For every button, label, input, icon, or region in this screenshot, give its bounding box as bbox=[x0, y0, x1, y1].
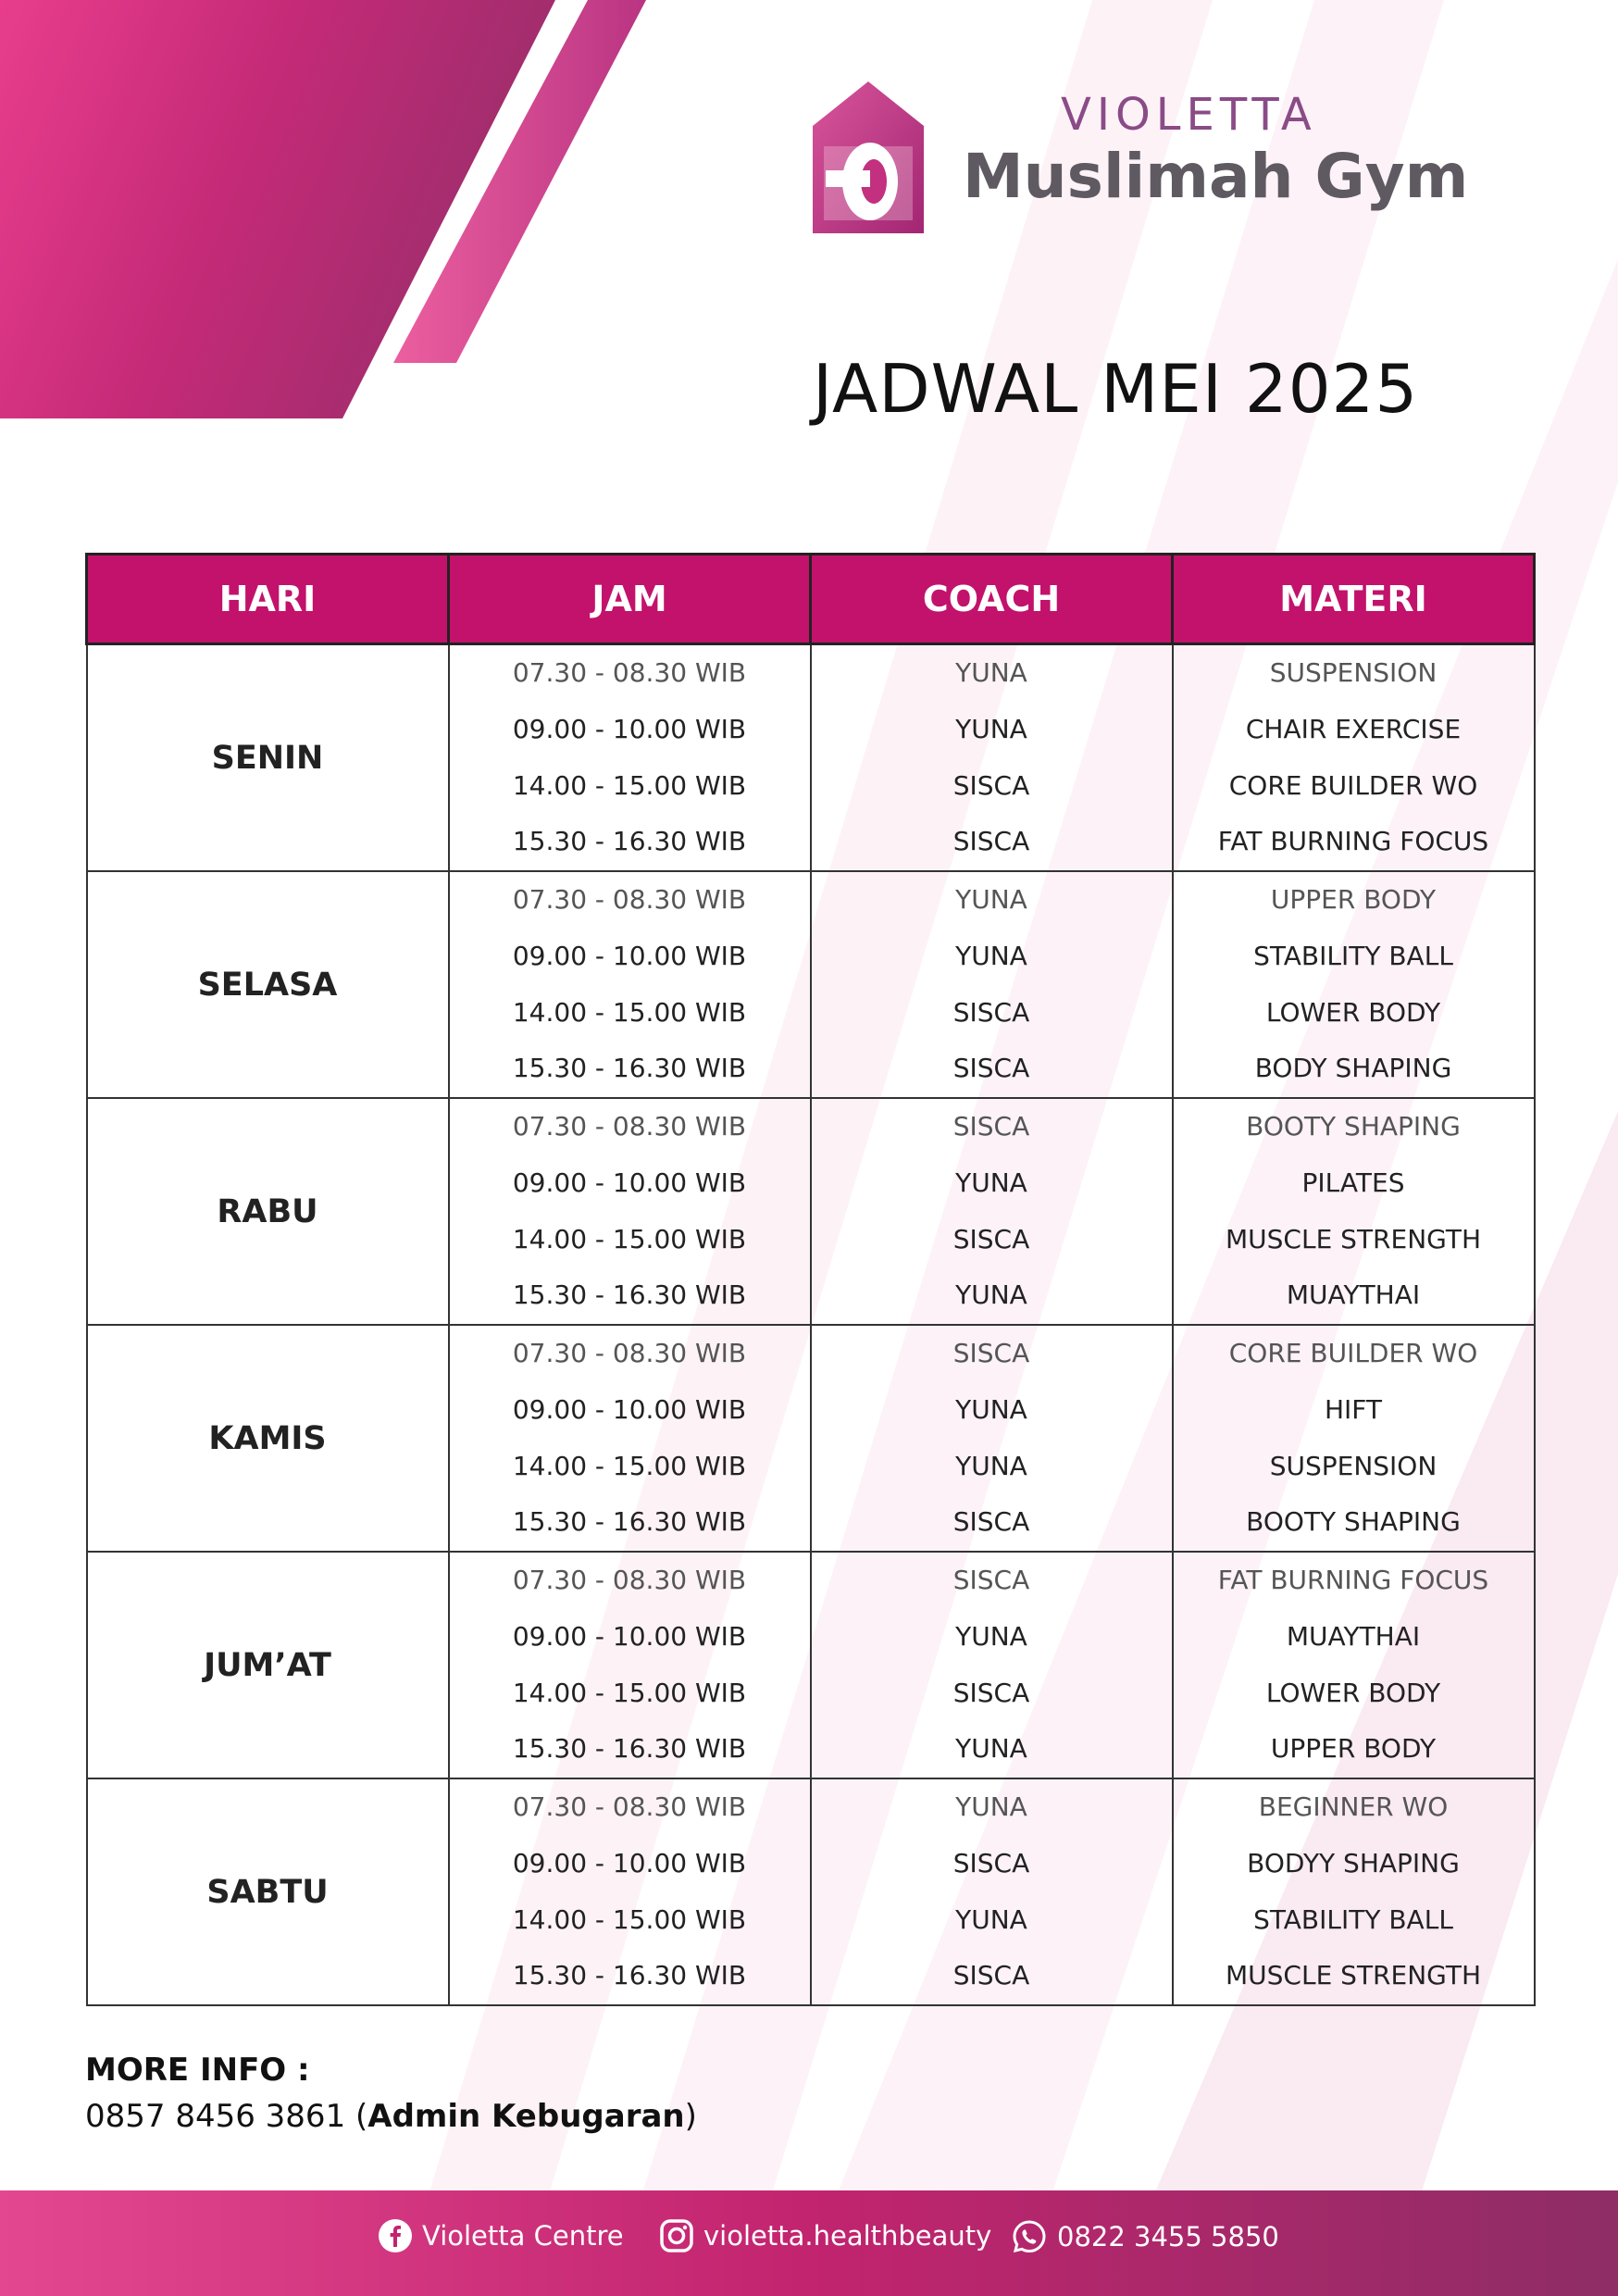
schedule-table bbox=[85, 553, 1536, 2006]
class-cell bbox=[1173, 1098, 1535, 1325]
coach-name: YUNA bbox=[955, 1903, 1027, 1935]
coach-name: SISCA bbox=[952, 1053, 1030, 1084]
day-cell: SENIN bbox=[87, 644, 449, 872]
table-header-row bbox=[87, 555, 1535, 644]
brand-name-top: VIOLETTA bbox=[1061, 89, 1317, 141]
instagram-icon bbox=[659, 2218, 694, 2253]
time-slot: 14.00 - 15.00 WIB bbox=[512, 1450, 747, 1481]
time-slot: 15.30 - 16.30 WIB bbox=[512, 1279, 747, 1311]
table-row bbox=[87, 1552, 1535, 1778]
time-slot: 15.30 - 16.30 WIB bbox=[512, 1506, 747, 1538]
class-name: FAT BURNING FOCUS bbox=[1217, 826, 1489, 857]
class-name: STABILITY BALL bbox=[1253, 940, 1453, 971]
class-name: MUSCLE STRENGTH bbox=[1226, 1960, 1481, 1991]
more-info-contact-name: Admin Kebugaran bbox=[367, 2098, 685, 2135]
coach-name: SISCA bbox=[952, 1565, 1030, 1595]
coach-name: SISCA bbox=[952, 769, 1030, 801]
coach-cell bbox=[811, 1778, 1173, 2005]
time-slot: 07.30 - 08.30 WIB bbox=[512, 657, 747, 688]
class-name: HIFT bbox=[1324, 1393, 1383, 1425]
time-cell bbox=[449, 1098, 811, 1325]
class-name: MUAYTHAI bbox=[1286, 1620, 1421, 1652]
logo-mark-icon bbox=[803, 81, 933, 233]
class-name: UPPER BODY bbox=[1270, 884, 1437, 915]
day-cell: SABTU bbox=[87, 1778, 449, 2005]
coach-name: YUNA bbox=[955, 940, 1027, 971]
class-name: STABILITY BALL bbox=[1253, 1903, 1453, 1935]
header-jam: JAM bbox=[449, 555, 811, 644]
more-info-label: MORE INFO : bbox=[85, 2052, 310, 2089]
time-slot: 15.30 - 16.30 WIB bbox=[512, 1733, 747, 1765]
more-info-phone-line: 0857 8456 3861 (Admin Kebugaran) bbox=[85, 2098, 697, 2135]
coach-name: SISCA bbox=[952, 1847, 1030, 1878]
coach-cell bbox=[811, 1552, 1173, 1778]
coach-name: SISCA bbox=[952, 1111, 1030, 1142]
footer-facebook[interactable] bbox=[378, 2218, 624, 2253]
class-name: BEGINNER WO bbox=[1258, 1791, 1449, 1822]
time-slot: 15.30 - 16.30 WIB bbox=[512, 826, 747, 857]
time-slot: 09.00 - 10.00 WIB bbox=[512, 1620, 747, 1652]
coach-cell bbox=[811, 644, 1173, 872]
coach-name: YUNA bbox=[955, 1450, 1027, 1481]
class-name: BODYY SHAPING bbox=[1247, 1847, 1460, 1878]
time-cell bbox=[449, 1778, 811, 2005]
class-name: FAT BURNING FOCUS bbox=[1217, 1565, 1489, 1595]
brand-name-main: Muslimah Gym bbox=[963, 141, 1469, 212]
footer-instagram[interactable] bbox=[659, 2218, 991, 2253]
coach-cell bbox=[811, 1098, 1173, 1325]
coach-name: YUNA bbox=[955, 1393, 1027, 1425]
footer-whatsapp[interactable] bbox=[1011, 2218, 1279, 2255]
class-name: BOOTY SHAPING bbox=[1246, 1111, 1461, 1142]
coach-name: SISCA bbox=[952, 1223, 1030, 1254]
coach-name: SISCA bbox=[952, 1506, 1030, 1538]
class-cell bbox=[1173, 871, 1535, 1098]
time-cell bbox=[449, 1552, 811, 1778]
footer bbox=[0, 2190, 1618, 2296]
coach-name: YUNA bbox=[955, 1733, 1027, 1765]
coach-name: SISCA bbox=[952, 826, 1030, 857]
coach-name: YUNA bbox=[955, 1620, 1027, 1652]
class-cell bbox=[1173, 1778, 1535, 2005]
coach-cell bbox=[811, 1325, 1173, 1552]
coach-name: SISCA bbox=[952, 1960, 1030, 1991]
class-name: UPPER BODY bbox=[1270, 1733, 1437, 1765]
time-slot: 09.00 - 10.00 WIB bbox=[512, 1847, 747, 1878]
footer-whatsapp-text: 0822 3455 5850 bbox=[1057, 2221, 1279, 2252]
footer-facebook-text: Violetta Centre bbox=[422, 2220, 624, 2252]
class-name: MUSCLE STRENGTH bbox=[1226, 1223, 1481, 1254]
facebook-icon bbox=[378, 2218, 413, 2253]
table-row bbox=[87, 1325, 1535, 1552]
time-slot: 07.30 - 08.30 WIB bbox=[512, 1338, 747, 1368]
class-cell bbox=[1173, 644, 1535, 872]
time-slot: 14.00 - 15.00 WIB bbox=[512, 1223, 747, 1254]
time-slot: 14.00 - 15.00 WIB bbox=[512, 1903, 747, 1935]
class-name: PILATES bbox=[1301, 1167, 1405, 1198]
time-cell bbox=[449, 871, 811, 1098]
header-coach: COACH bbox=[811, 555, 1173, 644]
time-slot: 07.30 - 08.30 WIB bbox=[512, 1565, 747, 1595]
class-name: BOOTY SHAPING bbox=[1246, 1506, 1461, 1538]
page-title: JADWAL MEI 2025 bbox=[813, 350, 1419, 428]
day-cell: JUM’AT bbox=[87, 1552, 449, 1778]
class-cell bbox=[1173, 1552, 1535, 1778]
coach-name: YUNA bbox=[955, 1279, 1027, 1311]
table-row bbox=[87, 1098, 1535, 1325]
time-slot: 14.00 - 15.00 WIB bbox=[512, 769, 747, 801]
day-cell: KAMIS bbox=[87, 1325, 449, 1552]
time-slot: 14.00 - 15.00 WIB bbox=[512, 996, 747, 1028]
day-cell: RABU bbox=[87, 1098, 449, 1325]
time-slot: 14.00 - 15.00 WIB bbox=[512, 1677, 747, 1708]
class-name: BODY SHAPING bbox=[1254, 1053, 1452, 1084]
time-slot: 15.30 - 16.30 WIB bbox=[512, 1053, 747, 1084]
class-cell bbox=[1173, 1325, 1535, 1552]
class-name: MUAYTHAI bbox=[1286, 1279, 1421, 1311]
time-slot: 09.00 - 10.00 WIB bbox=[512, 940, 747, 971]
time-slot: 09.00 - 10.00 WIB bbox=[512, 1393, 747, 1425]
whatsapp-icon bbox=[1011, 2218, 1048, 2255]
header-materi: MATERI bbox=[1173, 555, 1535, 644]
coach-name: SISCA bbox=[952, 1677, 1030, 1708]
time-slot: 09.00 - 10.00 WIB bbox=[512, 713, 747, 744]
schedule-body bbox=[87, 644, 1535, 2006]
time-cell bbox=[449, 644, 811, 872]
time-slot: 09.00 - 10.00 WIB bbox=[512, 1167, 747, 1198]
time-slot: 15.30 - 16.30 WIB bbox=[512, 1960, 747, 1991]
class-name: SUSPENSION bbox=[1269, 1450, 1438, 1481]
time-slot: 07.30 - 08.30 WIB bbox=[512, 1111, 747, 1142]
more-info bbox=[85, 2052, 697, 2135]
footer-instagram-text: violetta.healthbeauty bbox=[703, 2220, 992, 2252]
coach-name: YUNA bbox=[955, 657, 1027, 688]
coach-cell bbox=[811, 871, 1173, 1098]
table-row bbox=[87, 1778, 1535, 2005]
day-cell: SELASA bbox=[87, 871, 449, 1098]
coach-name: YUNA bbox=[955, 1167, 1027, 1198]
coach-name: YUNA bbox=[955, 884, 1027, 915]
coach-name: YUNA bbox=[955, 1791, 1027, 1822]
header-hari: HARI bbox=[87, 555, 449, 644]
class-name: LOWER BODY bbox=[1265, 996, 1441, 1028]
coach-name: SISCA bbox=[952, 1338, 1030, 1368]
coach-name: YUNA bbox=[955, 713, 1027, 744]
time-slot: 07.30 - 08.30 WIB bbox=[512, 884, 747, 915]
time-slot: 07.30 - 08.30 WIB bbox=[512, 1791, 747, 1822]
more-info-phone: 0857 8456 3861 bbox=[85, 2098, 346, 2135]
table-row bbox=[87, 644, 1535, 872]
table-row bbox=[87, 871, 1535, 1098]
corner-banner bbox=[0, 0, 555, 418]
time-cell bbox=[449, 1325, 811, 1552]
brand-logo bbox=[803, 81, 1469, 239]
coach-name: SISCA bbox=[952, 996, 1030, 1028]
class-name: CHAIR EXERCISE bbox=[1245, 713, 1462, 744]
class-name: SUSPENSION bbox=[1269, 657, 1438, 688]
class-name: CORE BUILDER WO bbox=[1228, 769, 1478, 801]
class-name: LOWER BODY bbox=[1265, 1677, 1441, 1708]
class-name: CORE BUILDER WO bbox=[1228, 1338, 1478, 1368]
